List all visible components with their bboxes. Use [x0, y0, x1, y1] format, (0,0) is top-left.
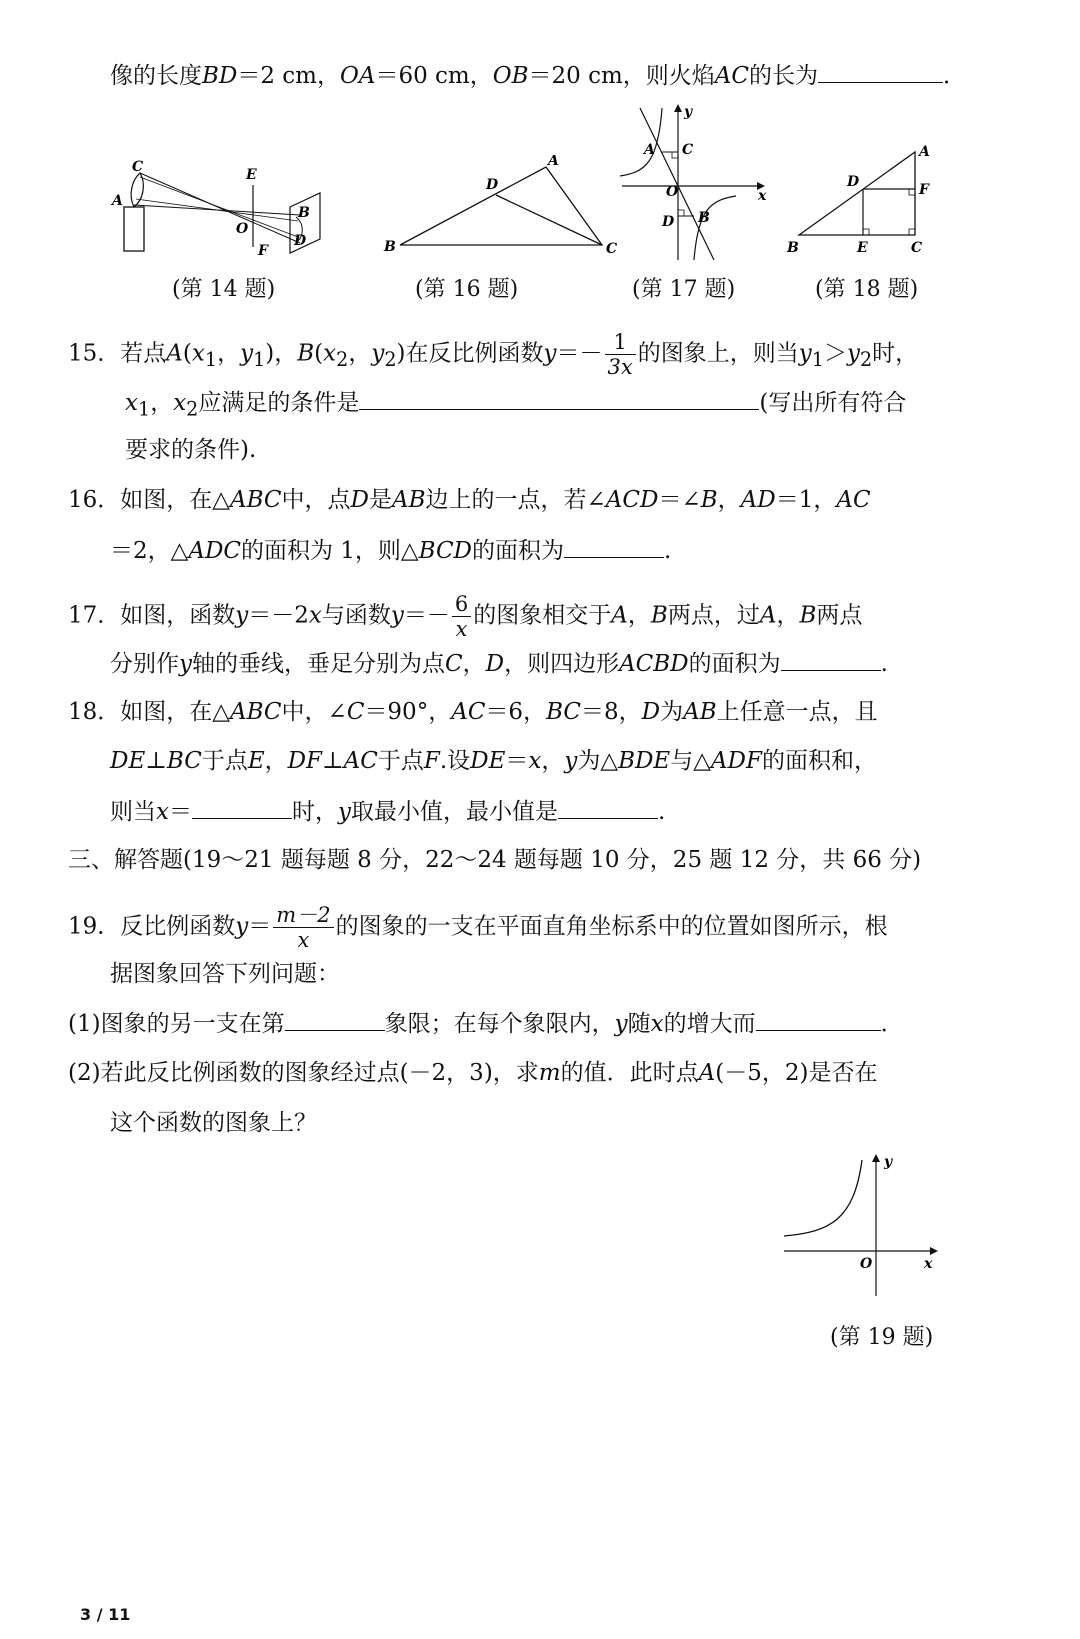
section-3-heading: 三、解答题(19～21 题每题 8 分，22～24 题每题 10 分，25 题 12 分，共 66 分) — [68, 847, 922, 873]
label-d: D — [662, 214, 675, 230]
figure-16 — [380, 155, 620, 265]
label-c: C — [132, 159, 144, 175]
answer-blank[interactable] — [359, 387, 759, 410]
fraction: $\frac{1}{3x}$ — [605, 330, 636, 379]
q15-line-2: $x_1$，$x_2$应满足的条件是 (写出所有符合 — [125, 387, 906, 425]
q16-line-2: ＝2，△ADC的面积为 1，则△BCD的面积为 . — [110, 535, 671, 566]
label-b: B — [384, 239, 396, 255]
label-b: B — [298, 205, 310, 221]
label-a: A — [548, 155, 559, 169]
label-a: A — [644, 142, 655, 158]
fraction: $\frac{6}{x}$ — [452, 592, 471, 641]
label-c: C — [911, 240, 923, 256]
label-d: D — [294, 233, 307, 249]
label-y: y — [684, 104, 693, 120]
figure-19 — [780, 1150, 950, 1300]
label-a: A — [919, 144, 930, 160]
label-c: C — [606, 241, 618, 257]
label-o: O — [860, 1256, 873, 1272]
answer-blank[interactable] — [818, 60, 943, 83]
answer-blank[interactable] — [558, 796, 658, 819]
q14-text-tail: 像的长度BD＝2 cm，OA＝60 cm，OB＝20 cm，则火焰AC的长为 ． — [110, 60, 966, 91]
label-f: F — [258, 243, 268, 259]
q16-line-1: 16．如图，在△ABC中，点D是AB边上的一点，若∠ACD＝∠B，AD＝1，AC — [68, 487, 871, 513]
q18-line-1: 18．如图，在△ABC中，∠C＝90°，AC＝6，BC＝8，D为AB上任意一点，且 — [68, 699, 878, 725]
caption-19: (第 19 题) — [830, 1325, 934, 1350]
q19-part-2-cont: 这个函数的图象上？ — [110, 1110, 317, 1136]
answer-blank[interactable] — [781, 648, 881, 671]
q19-line-2: 据图象回答下列问题： — [110, 961, 340, 987]
label-d: D — [486, 177, 499, 193]
answer-blank[interactable] — [192, 796, 292, 819]
q19-line-1: 19．反比例函数y＝ $\frac{m-2}{x}$ 的图象的一支在平面直角坐标系中的位置如图所示，根 — [68, 903, 888, 952]
label-x: x — [758, 188, 767, 204]
label-o: O — [666, 184, 679, 200]
answer-blank[interactable] — [564, 535, 664, 558]
caption-17: (第 17 题) — [632, 277, 736, 302]
label-b: B — [787, 240, 799, 256]
caption-18: (第 18 题) — [815, 277, 919, 302]
label-y: y — [884, 1154, 893, 1170]
q18-line-3: 则当x＝ 时，y取最小值，最小值是 . — [110, 796, 665, 827]
label-b: B — [698, 210, 710, 226]
label-c: C — [682, 142, 694, 158]
label-a: A — [112, 193, 123, 209]
answer-blank[interactable] — [285, 1008, 385, 1031]
label-f: F — [919, 182, 929, 198]
q18-line-2: DE⊥BC于点E，DF⊥AC于点F.设DE＝x，y为△BDE与△ADF的面积和， — [110, 748, 877, 774]
figure-17 — [612, 100, 772, 265]
label-o: O — [236, 221, 249, 237]
q15-line-3: 要求的条件). — [125, 437, 257, 463]
q17-line-1: 17．如图，函数y＝－2x与函数y＝－ $\frac{6}{x}$ 的图象相交于A，B两点，过A，B两点 — [68, 592, 863, 641]
label-d: D — [847, 174, 860, 190]
answer-blank[interactable] — [756, 1008, 881, 1031]
figure-18 — [785, 140, 950, 265]
caption-16: (第 16 题) — [415, 277, 519, 302]
caption-14: (第 14 题) — [172, 277, 276, 302]
fraction: $\frac{m-2}{x}$ — [273, 903, 333, 952]
q15-line-1: 15．若点$A(x_1$，$y_1$)，$B(x_2$，$y_2$)在反比例函数y＝－ $\frac{1}{3x}$ 的图象上，则当$y_1>y_2$时， — [68, 330, 919, 379]
page-number: 3 / 11 — [80, 1605, 131, 1624]
q19-part-1: (1)图象的另一支在第 象限；在每个象限内，y随x的增大而 ． — [68, 1008, 904, 1039]
label-e: E — [857, 240, 868, 256]
label-e: E — [246, 167, 257, 183]
label-x: x — [924, 1256, 933, 1272]
figure-14 — [110, 155, 340, 265]
q17-line-2: 分别作y轴的垂线，垂足分别为点C，D，则四边形ACBD的面积为 . — [110, 648, 888, 679]
q19-part-2: (2)若此反比例函数的图象经过点(－2，3)，求m的值．此时点A(－5，2)是否在 — [68, 1060, 878, 1086]
